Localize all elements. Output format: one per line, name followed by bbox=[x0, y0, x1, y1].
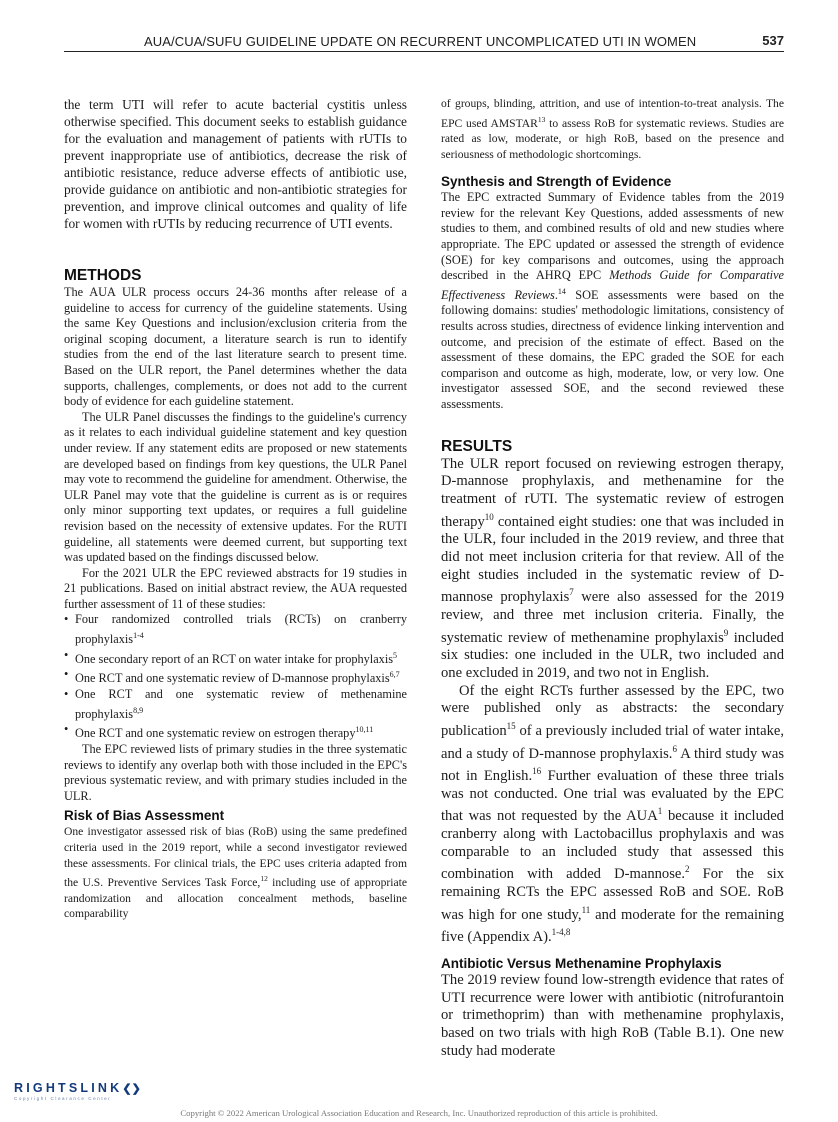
list-item: • One RCT and one systematic review of methenamine prophylaxis$^{8,9}$ bbox=[64, 687, 407, 722]
methods-heading: METHODS bbox=[64, 267, 142, 284]
rob-continued-paragraph: of groups, blinding, attrition, and use of intention-to-treat analysis. The EPC used AMSTAR$^{13}$ to assess RoB for systematic reviews. Studies are rated as low, moderate, or high RoB, based on the presence and seriousness of methodologic shortcomings. bbox=[441, 97, 784, 161]
running-title: AUA/CUA/SUFU GUIDELINE UPDATE ON RECURRENT UNCOMPLICATED UTI IN WOMEN bbox=[144, 34, 697, 49]
list-item: • One secondary report of an RCT on water intake for prophylaxis$^5$ bbox=[64, 648, 407, 668]
right-column bbox=[441, 96, 784, 1060]
left-column bbox=[64, 96, 407, 922]
rightslink-logo bbox=[14, 1081, 141, 1101]
rob-heading: Risk of Bias Assessment bbox=[64, 808, 225, 824]
studies-list bbox=[64, 612, 407, 742]
copyright-notice: Copyright © 2022 American Urological Association Education and Research, Inc. Unauthorized reproduction of this article is prohibited. bbox=[180, 1108, 658, 1118]
list-item: • Four randomized controlled trials (RCTs) on cranberry prophylaxis$^{1-4}$ bbox=[64, 612, 407, 647]
list-item: • One RCT and one systematic review of D-mannose prophylaxis$^{6,7}$ bbox=[64, 667, 407, 687]
methods-paragraph-2: The ULR Panel discusses the findings to the guideline's currency as it relates to each individual guideline statement and key question under review. If any statement edits are proposed or new statements are developed based on findings from key questions, the ULR Panel may vote to recommend the guideline for amendment. Otherwise, the ULR Panel may vote that the guideline is current as is or requires only minor supporting text updates, or requires a full guideline revision based on the necessity of extensive updates. For the RUTI guideline, all statements were deemed current, but supporting text was updated based on the findings discussed below. bbox=[64, 409, 407, 565]
rightslink-logo-text: RIGHTSLINK❮❯ bbox=[14, 1081, 141, 1095]
methods-paragraph-1: The AUA ULR process occurs 24-36 months after release of a guideline to access for currency of the guideline statements. Using the same Key Questions and inclusion/exclusion criteria from the original scoping document, a literature search is run to identify studies from the end of the last literature search to present time. Based on the ULR report, the Panel determines whether the data supports, challenges, complements, or does not add to the current body of evidence for each guideline statement. bbox=[64, 285, 407, 409]
synthesis-paragraph: The EPC extracted Summary of Evidence tables from the 2019 review for the relevant Key Questions, added assessments of new studies to them, and combined results of old and new studies where appropriate. The EPC updated or assessed the strength of evidence (SOE) for key comparisons and outcomes, using the approach described in the AHRQ EPC Methods Guide for Comparative Effectiveness Reviews.$^{14}$ SOE assessments were based on the following domains: studies' methodologic limitations, consistency of results across studies, directness of evidence linking intervention and outcome, and precision of the estimate of effect. Based on the assessment of these domains, the EPC graded the SOE for each comparison and outcome as high, moderate, low, or very low. One investigator assessed SOE, and the second reviewed these assessments. bbox=[441, 190, 785, 412]
antibiotic-paragraph: The 2019 review found low-strength evidence that rates of UTI recurrence were lower with antibiotic (nitrofurantoin or trimethoprim) than with methenamine prophylaxis, based on two trials with high RoB (Table B.1). One new study had moderate bbox=[441, 971, 784, 1059]
methods-paragraph-3: For the 2021 ULR the EPC reviewed abstracts for 19 studies in 21 publications. Based on initial abstract review, the AUA requested further assessment of 11 of these studies: bbox=[64, 565, 407, 611]
methods-paragraph-4: The EPC reviewed lists of primary studies in the three systematic reviews to identify any overlap both with those included in the EPC's previous systematic review, and with primary studies included in the ULR. bbox=[64, 742, 407, 803]
results-paragraph-2: Of the eight RCTs further assessed by the EPC, two were published only as abstracts: the secondary publication$^{15}$ of a previously included trial of water intake, and a study of D-mannose prophylaxis.$^6$ A third study was not in English.$^{16}$ Further evaluation of these three trials was not conducted. One trial was evaluated by the EPC that was not requested by the AUA$^1$ because it included cranberry along with Lactobacillus prophylaxis and was comparable to an included study that assessed this combination with added D-mannose.$^2$ For the six remaining RCTs the EPC assessed RoB and SOE. RoB was high for one study,$^{11}$ and moderate for the remaining five (Appendix A).$^{1-4,8}$ bbox=[441, 682, 784, 946]
page-number: 537 bbox=[762, 33, 784, 48]
rob-paragraph: One investigator assessed risk of bias (RoB) using the same predefined criteria used in the 2019 report, while a second investigator reviewed these assessments. For clinical trials, the EPC uses criteria adapted from the U.S. Preventive Services Task Force,$^{12}$ including use of appropriate randomization and allocation concealment methods, baseline comparability bbox=[64, 825, 407, 921]
synthesis-heading: Synthesis and Strength of Evidence bbox=[441, 174, 672, 190]
results-heading: RESULTS bbox=[441, 437, 513, 455]
results-paragraph-1: The ULR report focused on reviewing estrogen therapy, D-mannose prophylaxis, and methenamine for the treatment of rUTI. The systematic review of estrogen therapy$^{10}$ contained eight studies: one that was included in the ULR, four included in the 2019 review, and three that did not meet inclusion criteria for that review. All of the eight studies included in the systematic review of D-mannose prophylaxis$^7$ were also assessed for the 2019 review, and three met inclusion criteria. Finally, the systematic review of methenamine prophylaxis$^9$ included six studies: one included in the ULR, two included and one excluded in 2019, and two not in English. bbox=[441, 455, 784, 681]
antibiotic-heading: Antibiotic Versus Methenamine Prophylaxis bbox=[441, 955, 722, 971]
rightslink-mark-icon: ❮❯ bbox=[122, 1083, 141, 1095]
running-header bbox=[64, 33, 784, 52]
intro-paragraph: the term UTI will refer to acute bacterial cystitis unless otherwise specified. This document seeks to establish guidance for the evaluation and management of patients with rUTIs to prevent inappropriate use of antibiotics, decrease the risk of antibiotic resistance, reduce adverse effects of antibiotic use, provide guidance on antibiotic and non-antibiotic strategies for prevention, and improve clinical outcomes and quality of life for women with rUTIs by reducing recurrence of UTI events. bbox=[64, 97, 407, 231]
rightslink-logo-subtitle: Copyright Clearance Center bbox=[14, 1096, 112, 1101]
list-item: • One RCT and one systematic review on estrogen therapy$^{10,11}$ bbox=[64, 722, 407, 742]
